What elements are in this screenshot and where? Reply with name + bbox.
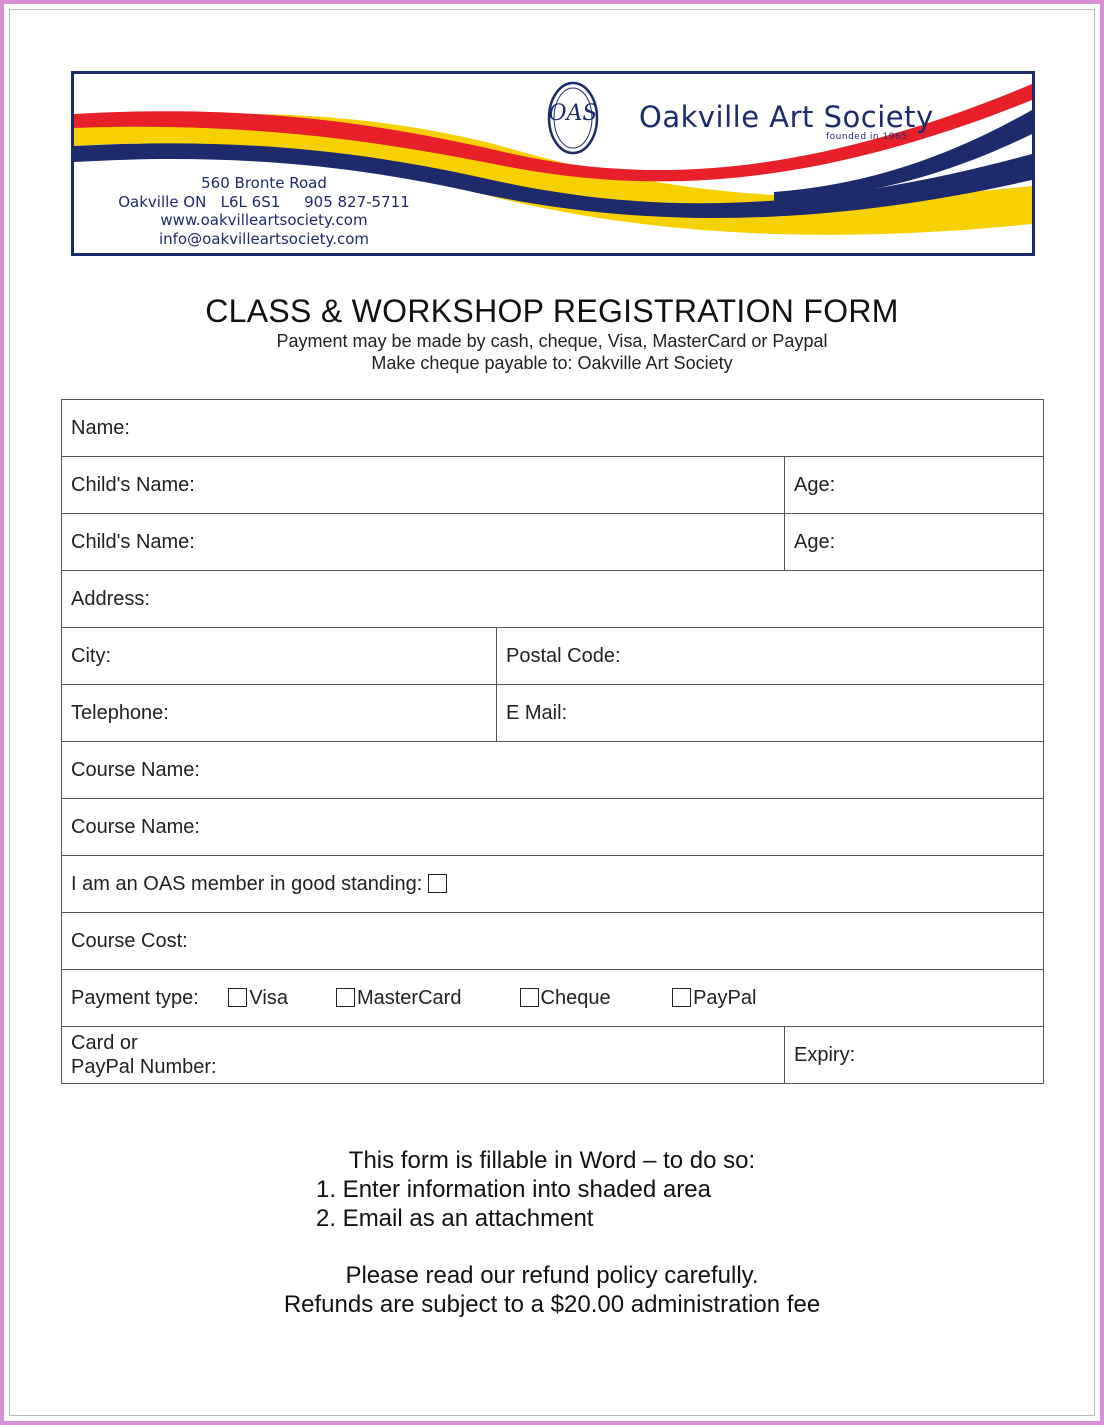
member-checkbox[interactable]: [428, 874, 447, 893]
row-address: [62, 571, 1044, 628]
expiry-label: Expiry:: [794, 1043, 856, 1066]
member-field: [62, 856, 1044, 913]
refund-note-1: Please read our refund policy carefully.: [345, 1262, 759, 1289]
fillable-note: This form is fillable in Word – to do so:: [348, 1147, 756, 1174]
card-label-line-2: PayPal Number:: [71, 1056, 217, 1078]
refund-note-2: Refunds are subject to a $20.00 administration fee: [283, 1291, 821, 1318]
telephone-field[interactable]: [62, 685, 497, 742]
payment-option-visa[interactable]: [228, 987, 330, 1010]
child-name-field-1[interactable]: [62, 457, 785, 514]
course-name-label: Course Name:: [71, 815, 200, 838]
payment-option-cheque[interactable]: [520, 987, 667, 1010]
name-label: Name:: [71, 416, 130, 439]
row-course-1: [62, 742, 1044, 799]
cheque-note: Make cheque payable to: Oakville Art Society: [371, 353, 733, 373]
row-child-2: [62, 514, 1044, 571]
payment-type-label: Payment type:: [71, 986, 199, 1009]
emblem-letters: OAS: [548, 101, 598, 126]
course-cost-label: Course Cost:: [71, 929, 188, 952]
card-label-line-1: Card or: [71, 1032, 138, 1054]
course-name-field-2[interactable]: [62, 799, 1044, 856]
city-label: City:: [71, 644, 111, 667]
step-2: 2. Email as an attachment: [316, 1205, 594, 1232]
name-field[interactable]: [62, 400, 1044, 457]
city-field[interactable]: [62, 628, 497, 685]
contact-email[interactable]: info@oakvilleartsociety.com: [158, 229, 370, 248]
oas-emblem: [546, 80, 600, 156]
row-card-number: [62, 1027, 1044, 1084]
payment-option-mastercard[interactable]: [336, 987, 514, 1010]
postal-code-label: Postal Code:: [506, 644, 621, 667]
payment-note: Payment may be made by cash, cheque, Visa, MasterCard or Paypal: [276, 331, 828, 351]
member-label: I am an OAS member in good standing:: [71, 872, 423, 895]
paypal-label: PayPal: [693, 986, 757, 1009]
card-number-label: [71, 1031, 217, 1079]
step-1: 1. Enter information into shaded area: [316, 1176, 711, 1203]
cheque-checkbox[interactable]: [520, 988, 539, 1007]
row-city: [62, 628, 1044, 685]
address-label: Address:: [71, 587, 150, 610]
row-child-1: [62, 457, 1044, 514]
row-member: [62, 856, 1044, 913]
contact-city-phone: Oakville ON L6L 6S1 905 827-5711: [118, 192, 410, 211]
postal-code-field[interactable]: [497, 628, 1044, 685]
age-label: Age:: [794, 473, 836, 496]
course-name-field-1[interactable]: [62, 742, 1044, 799]
course-name-label: Course Name:: [71, 758, 200, 781]
address-field[interactable]: [62, 571, 1044, 628]
row-telephone: [62, 685, 1044, 742]
child-name-label: Child's Name:: [71, 530, 195, 553]
email-field[interactable]: [497, 685, 1044, 742]
payment-type-field: [62, 970, 1044, 1027]
age-field-2[interactable]: [785, 514, 1044, 571]
instruction-steps: [316, 1175, 711, 1233]
society-name: Oakville Art Society: [639, 100, 934, 134]
header-banner: [71, 71, 1035, 256]
society-founded: founded in 1965: [826, 132, 908, 142]
age-field-1[interactable]: [785, 457, 1044, 514]
contact-block: [114, 174, 414, 248]
row-course-2: [62, 799, 1044, 856]
title-block: [0, 292, 1104, 374]
contact-address: 560 Bronte Road: [201, 174, 327, 192]
row-name: [62, 400, 1044, 457]
form-title: CLASS & WORKSHOP REGISTRATION FORM: [205, 293, 899, 329]
course-cost-field[interactable]: [62, 913, 1044, 970]
expiry-field[interactable]: [785, 1027, 1044, 1084]
card-number-field[interactable]: [62, 1027, 785, 1084]
contact-website[interactable]: www.oakvilleartsociety.com: [160, 211, 368, 229]
mastercard-checkbox[interactable]: [336, 988, 355, 1007]
paypal-checkbox[interactable]: [672, 988, 691, 1007]
row-course-cost: [62, 913, 1044, 970]
telephone-label: Telephone:: [71, 701, 169, 724]
age-label: Age:: [794, 530, 836, 553]
child-name-field-2[interactable]: [62, 514, 785, 571]
payment-option-paypal[interactable]: [672, 987, 756, 1010]
row-payment-type: [62, 970, 1044, 1027]
email-label: E Mail:: [506, 701, 568, 724]
child-name-label: Child's Name:: [71, 473, 195, 496]
visa-label: Visa: [249, 986, 288, 1009]
visa-checkbox[interactable]: [228, 988, 247, 1007]
cheque-label: Cheque: [540, 986, 611, 1009]
mastercard-label: MasterCard: [356, 986, 462, 1009]
registration-table: [61, 399, 1044, 1084]
